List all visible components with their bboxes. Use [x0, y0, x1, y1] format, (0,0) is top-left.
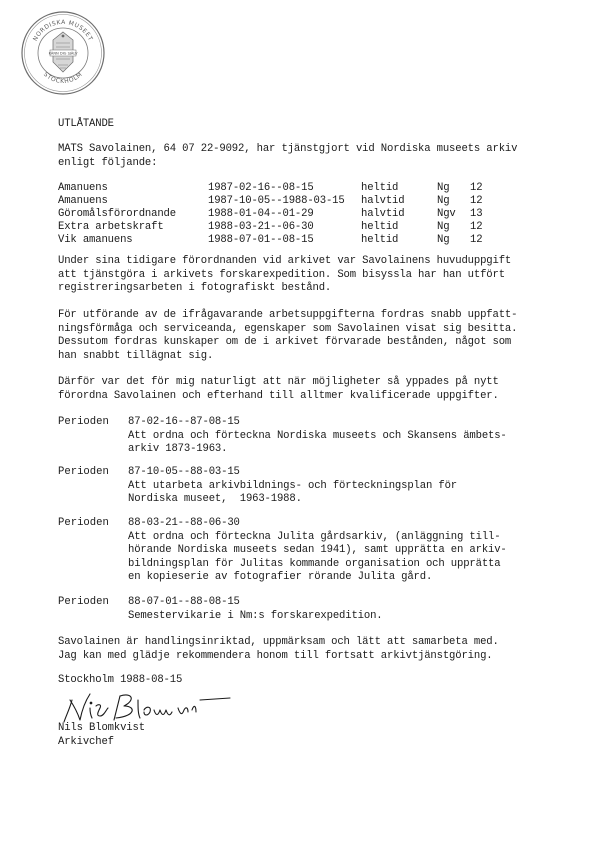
- service-dates: 1987-10-05--1988-03-15: [208, 195, 345, 207]
- service-title: Amanuens: [58, 195, 108, 207]
- service-number: 12: [470, 234, 483, 246]
- service-title: Amanuens: [58, 182, 108, 194]
- document-heading: UTLÅTANDE: [58, 118, 114, 130]
- period-line: Att ordna och förteckna Nordiska museets och Skansens ämbets-: [128, 429, 507, 442]
- closing-paragraph: [58, 636, 499, 663]
- service-number: 12: [470, 195, 483, 207]
- paragraph-qualities: [58, 309, 517, 363]
- period-dates: 87-02-16--87-08-15: [128, 416, 240, 428]
- period-label: Perioden: [58, 416, 109, 428]
- service-number: 12: [470, 182, 483, 194]
- closing-line: Savolainen är handlingsinriktad, uppmärksam och lätt att samarbeta med.: [58, 636, 499, 648]
- service-grade: Ng: [437, 195, 450, 207]
- paragraph-line: För utförande av de ifrågavarande arbetsuppgifterna fordras snabb uppfatt-: [58, 309, 518, 321]
- service-extent: halvtid: [361, 195, 405, 207]
- period-dates: 88-07-01--88-08-15: [128, 596, 240, 608]
- paragraph-line: att tjänstgöra i arkivets forskarexpedition. Som bisyssla har han utfört: [58, 268, 505, 281]
- service-title: Vik amanuens: [58, 234, 133, 246]
- paragraph-line: han snabbt tillägnat sig.: [58, 349, 214, 362]
- service-number: 13: [470, 208, 483, 220]
- period-body: [128, 466, 457, 507]
- service-title: Extra arbetskraft: [58, 221, 164, 233]
- period-line: hörande Nordiska museets sedan 1941), samt upprätta en arkiv-: [128, 544, 507, 556]
- service-grade: Ng: [437, 221, 450, 233]
- period-label: Perioden: [58, 517, 109, 529]
- period-line: Att utarbeta arkivbildnings- och förteckningsplan för: [128, 479, 457, 492]
- period-line: en kopieserie av fotografier rörande Julita gård.: [128, 571, 433, 583]
- service-extent: heltid: [361, 221, 399, 233]
- service-extent: heltid: [361, 182, 399, 194]
- period-line: arkiv 1873-1963.: [128, 443, 228, 455]
- service-dates: 1988-01-04--01-29: [208, 208, 314, 220]
- signer-block: [58, 722, 145, 749]
- period-label: Perioden: [58, 466, 109, 478]
- intro-line: MATS Savolainen, 64 07 22-9092, har tjänstgjort vid Nordiska museets arkiv: [58, 143, 518, 155]
- service-extent: halvtid: [361, 208, 405, 220]
- period-label: Perioden: [58, 596, 109, 608]
- service-table: [58, 182, 518, 250]
- period-line: bildningsplan för Julitas kommande organisation och upprätta: [128, 557, 501, 570]
- paragraph-line: registreringsarbeten i fotografiskt bestånd.: [58, 282, 332, 294]
- paragraph-line: Därför var det för mig naturligt att när möjligheter så yppades på nytt: [58, 376, 499, 388]
- museum-seal-icon: [20, 10, 106, 96]
- period-dates: 87-10-05--88-03-15: [128, 466, 240, 478]
- closing-line: Jag kan med glädje rekommendera honom till fortsatt arkivtjänstgöring.: [58, 649, 493, 662]
- paragraph-line: förordna Savolainen och efterhand till alltmer kvalificerade uppgifter.: [58, 389, 499, 402]
- period-body: [128, 517, 507, 585]
- service-title: Göromålsförordnande: [58, 208, 176, 220]
- seal-center-text: KÄNN DIG SJÄLV: [48, 51, 78, 56]
- service-dates: 1987-02-16--08-15: [208, 182, 314, 194]
- service-grade: Ngv: [437, 208, 456, 220]
- service-dates: 1988-03-21--06-30: [208, 221, 314, 233]
- seal-ring-bottom-text: STOCKHOLM: [42, 70, 84, 86]
- paragraph-line: ningsförmåga och serviceanda, egenskaper som Savolainen visat sig besitta.: [58, 322, 518, 335]
- signer-title: Arkivchef: [58, 735, 114, 748]
- intro-paragraph: [58, 143, 517, 170]
- period-line: Nordiska museet, 1963-1988.: [128, 493, 302, 505]
- place-date: Stockholm 1988-08-15: [58, 674, 183, 686]
- paragraph-line: Dessutom fordras kunskaper om de i arkivet förvarade bestånden, något som: [58, 336, 512, 348]
- signer-name: Nils Blomkvist: [58, 722, 145, 734]
- period-line: Att ordna och förteckna Julita gårdsarkiv, (anläggning till-: [128, 530, 501, 543]
- paragraph-line: Under sina tidigare förordnanden vid arkivet var Savolainens huvuduppgift: [58, 255, 512, 267]
- paragraph-duties: [58, 255, 511, 296]
- period-body: [128, 416, 507, 457]
- service-number: 12: [470, 221, 483, 233]
- paragraph-appointment: [58, 376, 499, 403]
- service-grade: Ng: [437, 234, 450, 246]
- intro-line: enligt följande:: [58, 156, 158, 169]
- period-body: [128, 596, 383, 623]
- seal-ring-top-text: NORDISKA MUSEET: [31, 18, 95, 43]
- service-dates: 1988-07-01--08-15: [208, 234, 314, 246]
- service-extent: heltid: [361, 234, 399, 246]
- period-line: Semestervikarie i Nm:s forskarexpedition.: [128, 609, 383, 622]
- service-grade: Ng: [437, 182, 450, 194]
- period-dates: 88-03-21--88-06-30: [128, 517, 240, 529]
